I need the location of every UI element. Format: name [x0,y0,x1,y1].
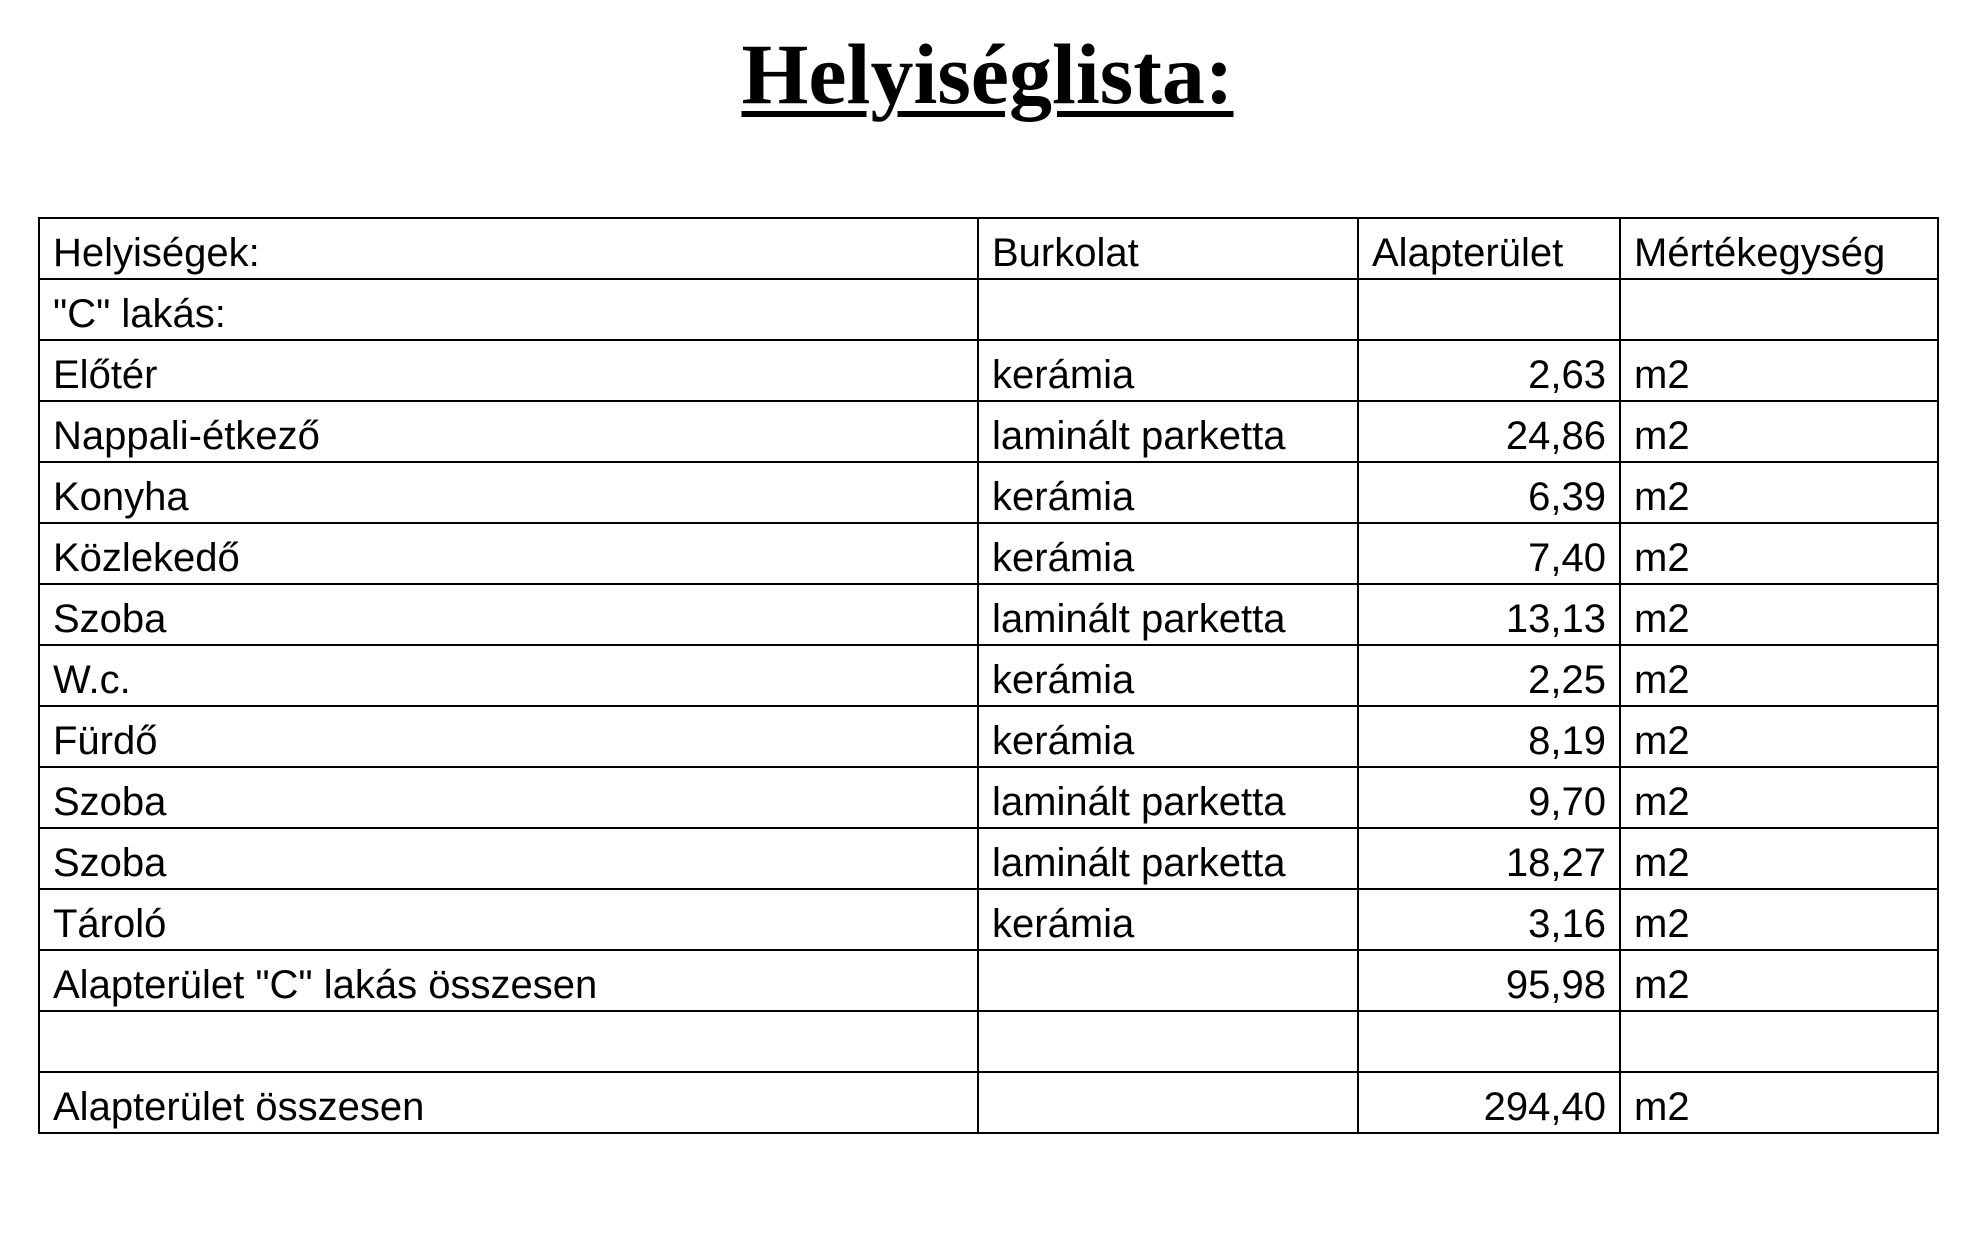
cell-finish [978,950,1358,1011]
cell-finish [978,1072,1358,1133]
subtotal-row [39,950,1938,1011]
cell-area: 13,13 [1358,584,1620,645]
cell-room: Szoba [39,584,978,645]
header-unit: Mértékegység [1620,218,1938,279]
cell-area [1358,1011,1620,1072]
cell-room: Konyha [39,462,978,523]
table-row [39,889,1938,950]
page-title-text: Helyiséglista: [741,26,1234,122]
cell-unit: m2 [1620,767,1938,828]
cell-finish [978,1011,1358,1072]
table-row [39,340,1938,401]
header-room: Helyiségek: [39,218,978,279]
header-finish: Burkolat [978,218,1358,279]
cell-room: W.c. [39,645,978,706]
room-list-table [38,217,1939,1134]
cell-area: 18,27 [1358,828,1620,889]
header-area: Alapterület [1358,218,1620,279]
cell-room: Előtér [39,340,978,401]
table-row [39,523,1938,584]
cell-area: 8,19 [1358,706,1620,767]
cell-room: Nappali-étkező [39,401,978,462]
cell-finish: kerámia [978,645,1358,706]
cell-room: Szoba [39,828,978,889]
cell-unit: m2 [1620,950,1938,1011]
cell-finish: kerámia [978,523,1358,584]
cell-unit: m2 [1620,523,1938,584]
cell-unit: m2 [1620,401,1938,462]
table-row [39,401,1938,462]
cell-area: 6,39 [1358,462,1620,523]
cell-finish: laminált parketta [978,828,1358,889]
cell-area: 9,70 [1358,767,1620,828]
table-row [39,706,1938,767]
cell-unit: m2 [1620,645,1938,706]
cell-unit: m2 [1620,828,1938,889]
cell-room: Alapterület "C" lakás összesen [39,950,978,1011]
cell-area: 24,86 [1358,401,1620,462]
empty-row [39,1011,1938,1072]
cell-area: 294,40 [1358,1072,1620,1133]
cell-area: 2,25 [1358,645,1620,706]
table-row [39,462,1938,523]
cell-finish: kerámia [978,889,1358,950]
cell-area [1358,279,1620,340]
cell-finish: kerámia [978,706,1358,767]
cell-area: 3,16 [1358,889,1620,950]
cell-room: Szoba [39,767,978,828]
cell-unit: m2 [1620,462,1938,523]
cell-unit: m2 [1620,584,1938,645]
cell-unit: m2 [1620,889,1938,950]
cell-unit: m2 [1620,1072,1938,1133]
table-header-row [39,218,1938,279]
table-row [39,828,1938,889]
cell-finish: laminált parketta [978,767,1358,828]
cell-area: 95,98 [1358,950,1620,1011]
table-row [39,645,1938,706]
cell-room: Tároló [39,889,978,950]
cell-room: "C" lakás: [39,279,978,340]
cell-finish [978,279,1358,340]
table-row [39,279,1938,340]
cell-finish: kerámia [978,340,1358,401]
cell-unit: m2 [1620,340,1938,401]
cell-area: 2,63 [1358,340,1620,401]
page-title [0,24,1975,124]
table-row [39,767,1938,828]
cell-room [39,1011,978,1072]
table-row [39,584,1938,645]
cell-unit [1620,279,1938,340]
cell-finish: laminált parketta [978,401,1358,462]
cell-unit [1620,1011,1938,1072]
cell-room: Közlekedő [39,523,978,584]
cell-finish: kerámia [978,462,1358,523]
cell-room: Alapterület összesen [39,1072,978,1133]
cell-area: 7,40 [1358,523,1620,584]
cell-unit: m2 [1620,706,1938,767]
total-row [39,1072,1938,1133]
cell-finish: laminált parketta [978,584,1358,645]
cell-room: Fürdő [39,706,978,767]
